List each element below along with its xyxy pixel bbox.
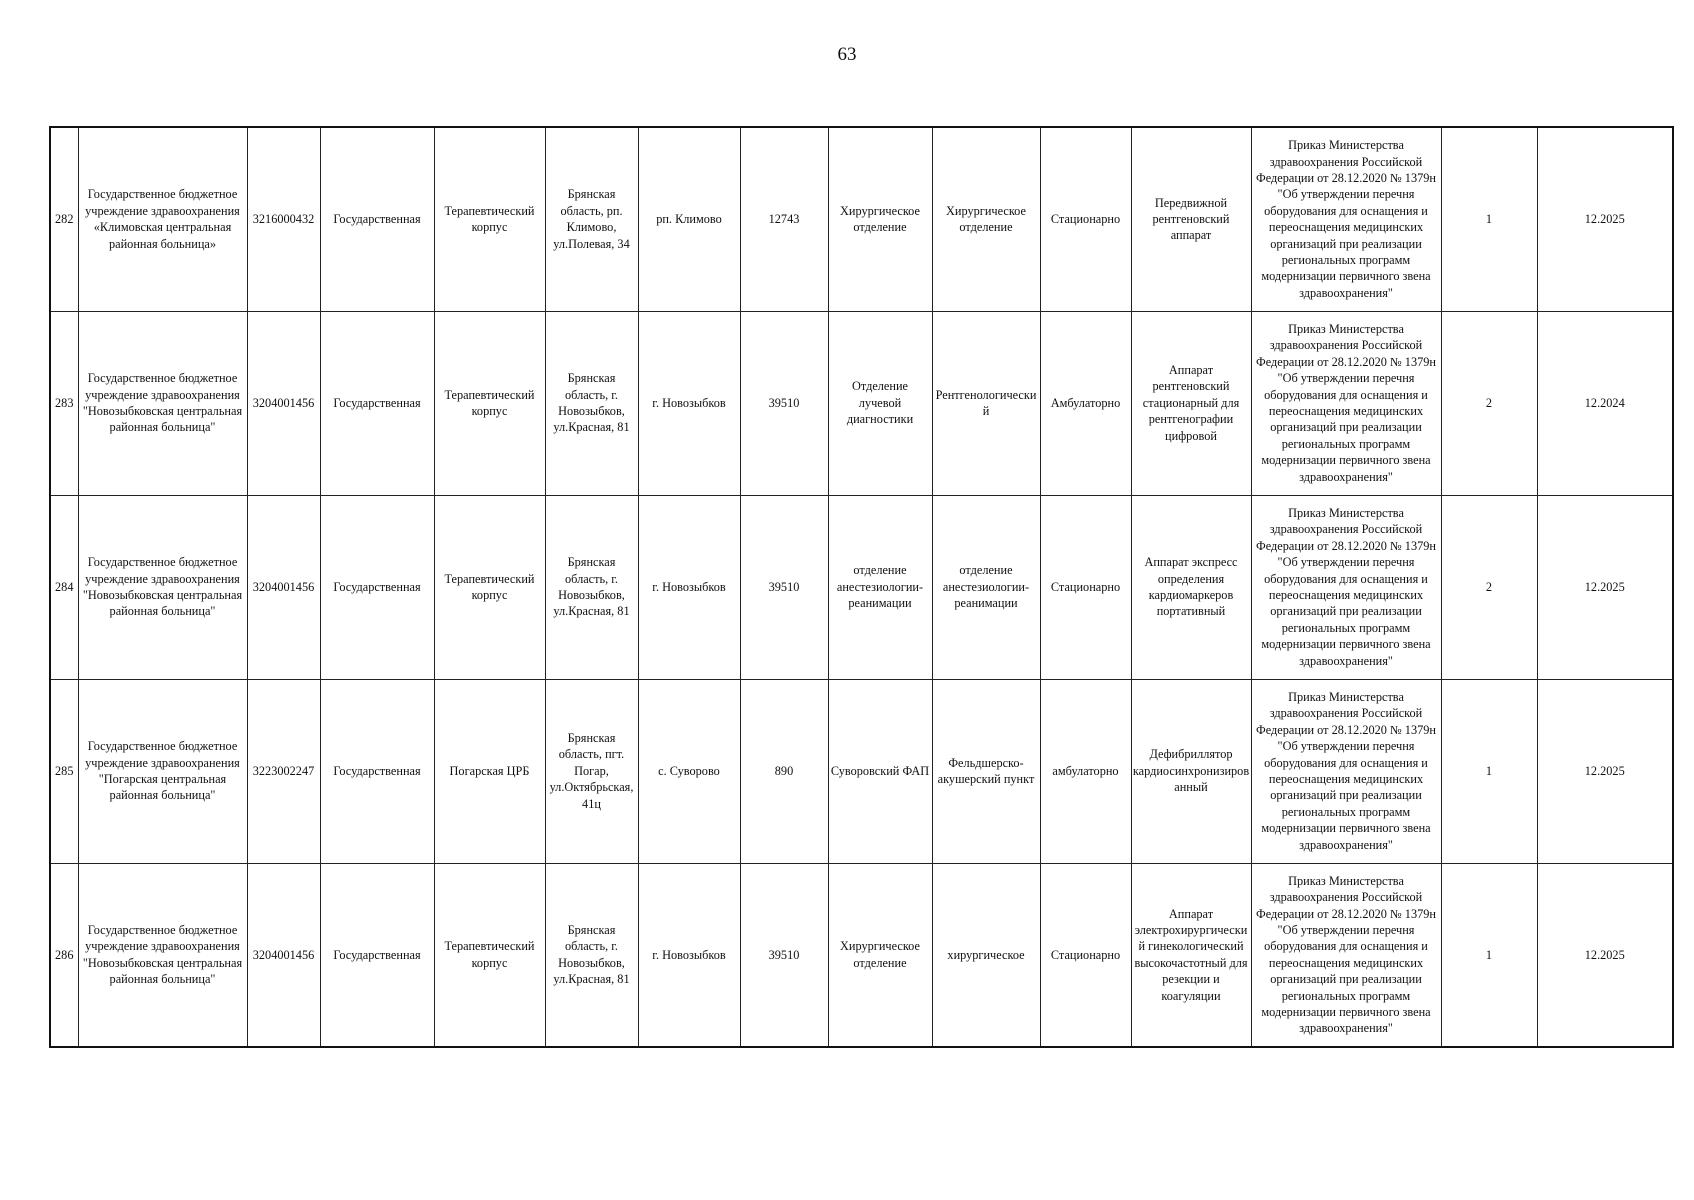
legal-basis-cell: Приказ Министерства здравоохранения Российской Федерации от 28.12.2020 № 1379н "Об утверждении перечня оборудования для оснащения и переоснащения медицинских организаций при реализации региональных программ модернизации первичного звена здравоохранения" — [1251, 311, 1441, 495]
care-conditions-cell: Амбулаторно — [1040, 311, 1131, 495]
legal-basis-cell: Приказ Министерства здравоохранения Российской Федерации от 28.12.2020 № 1379н "Об утверждении перечня оборудования для оснащения и переоснащения медицинских организаций при реализации региональных программ модернизации первичного звена здравоохранения" — [1251, 495, 1441, 679]
row-number-cell: 286 — [50, 863, 78, 1047]
date-cell: 12.2025 — [1537, 127, 1673, 311]
building-cell: Терапевтический корпус — [434, 863, 545, 1047]
organization-cell: Государственное бюджетное учреждение здравоохранения «Климовская центральная районная больница» — [78, 127, 247, 311]
row-number-cell: 284 — [50, 495, 78, 679]
table-row — [50, 679, 1673, 863]
department-cell: Суворовский ФАП — [828, 679, 932, 863]
quantity-cell: 1 — [1441, 127, 1537, 311]
equipment-cell: Аппарат экспресс определения кардиомаркеров портативный — [1131, 495, 1251, 679]
locality-cell: г. Новозыбков — [638, 311, 740, 495]
ownership-cell: Государственная — [320, 127, 434, 311]
table-row — [50, 127, 1673, 311]
care-conditions-cell: Стационарно — [1040, 495, 1131, 679]
quantity-cell: 1 — [1441, 863, 1537, 1047]
organization-cell: Государственное бюджетное учреждение здравоохранения "Новозыбковская центральная районная больница" — [78, 863, 247, 1047]
ownership-cell: Государственная — [320, 679, 434, 863]
department-cell: Хирургическое отделение — [828, 863, 932, 1047]
address-cell: Брянская область, г. Новозыбков, ул.Красная, 81 — [545, 495, 638, 679]
date-cell: 12.2025 — [1537, 679, 1673, 863]
inn-cell: 3216000432 — [247, 127, 320, 311]
quantity-cell: 2 — [1441, 311, 1537, 495]
locality-cell: рп. Климово — [638, 127, 740, 311]
equipment-registry-table — [49, 126, 1674, 1048]
equipment-cell: Передвижной рентгеновский аппарат — [1131, 127, 1251, 311]
profile-cell: Хирургическое отделение — [932, 127, 1040, 311]
population-cell: 39510 — [740, 311, 828, 495]
profile-cell: хирургическое — [932, 863, 1040, 1047]
organization-cell: Государственное бюджетное учреждение здравоохранения "Новозыбковская центральная районная больница" — [78, 495, 247, 679]
building-cell: Терапевтический корпус — [434, 127, 545, 311]
building-cell: Погарская ЦРБ — [434, 679, 545, 863]
department-cell: отделение анестезиологии-реанимации — [828, 495, 932, 679]
table-row — [50, 863, 1673, 1047]
building-cell: Терапевтический корпус — [434, 311, 545, 495]
inn-cell: 3204001456 — [247, 863, 320, 1047]
organization-cell: Государственное бюджетное учреждение здравоохранения "Новозыбковская центральная районная больница" — [78, 311, 247, 495]
equipment-cell: Аппарат электрохирургический гинекологический высокочастотный для резекции и коагуляции — [1131, 863, 1251, 1047]
department-cell: Хирургическое отделение — [828, 127, 932, 311]
equipment-cell: Дефибриллятор кардиосинхронизированный — [1131, 679, 1251, 863]
inn-cell: 3223002247 — [247, 679, 320, 863]
population-cell: 39510 — [740, 863, 828, 1047]
address-cell: Брянская область, пгт. Погар, ул.Октябрьская, 41ц — [545, 679, 638, 863]
profile-cell: Фельдшерско-акушерский пункт — [932, 679, 1040, 863]
quantity-cell: 2 — [1441, 495, 1537, 679]
table-row — [50, 311, 1673, 495]
address-cell: Брянская область, г. Новозыбков, ул.Красная, 81 — [545, 863, 638, 1047]
profile-cell: отделение анестезиологии-реанимации — [932, 495, 1040, 679]
quantity-cell: 1 — [1441, 679, 1537, 863]
locality-cell: г. Новозыбков — [638, 495, 740, 679]
page-number: 63 — [837, 44, 857, 65]
date-cell: 12.2024 — [1537, 311, 1673, 495]
care-conditions-cell: амбулаторно — [1040, 679, 1131, 863]
care-conditions-cell: Стационарно — [1040, 127, 1131, 311]
population-cell: 12743 — [740, 127, 828, 311]
department-cell: Отделение лучевой диагностики — [828, 311, 932, 495]
inn-cell: 3204001456 — [247, 495, 320, 679]
equipment-cell: Аппарат рентгеновский стационарный для рентгенографии цифровой — [1131, 311, 1251, 495]
legal-basis-cell: Приказ Министерства здравоохранения Российской Федерации от 28.12.2020 № 1379н "Об утверждении перечня оборудования для оснащения и переоснащения медицинских организаций при реализации региональных программ модернизации первичного звена здравоохранения" — [1251, 863, 1441, 1047]
table-row — [50, 495, 1673, 679]
profile-cell: Рентгенологический — [932, 311, 1040, 495]
legal-basis-cell: Приказ Министерства здравоохранения Российской Федерации от 28.12.2020 № 1379н "Об утверждении перечня оборудования для оснащения и переоснащения медицинских организаций при реализации региональных программ модернизации первичного звена здравоохранения" — [1251, 127, 1441, 311]
care-conditions-cell: Стационарно — [1040, 863, 1131, 1047]
locality-cell: г. Новозыбков — [638, 863, 740, 1047]
row-number-cell: 285 — [50, 679, 78, 863]
building-cell: Терапевтический корпус — [434, 495, 545, 679]
row-number-cell: 283 — [50, 311, 78, 495]
ownership-cell: Государственная — [320, 311, 434, 495]
population-cell: 890 — [740, 679, 828, 863]
date-cell: 12.2025 — [1537, 495, 1673, 679]
ownership-cell: Государственная — [320, 863, 434, 1047]
address-cell: Брянская область, рп. Климово, ул.Полевая, 34 — [545, 127, 638, 311]
legal-basis-cell: Приказ Министерства здравоохранения Российской Федерации от 28.12.2020 № 1379н "Об утверждении перечня оборудования для оснащения и переоснащения медицинских организаций при реализации региональных программ модернизации первичного звена здравоохранения" — [1251, 679, 1441, 863]
population-cell: 39510 — [740, 495, 828, 679]
locality-cell: с. Суворово — [638, 679, 740, 863]
row-number-cell: 282 — [50, 127, 78, 311]
address-cell: Брянская область, г. Новозыбков, ул.Красная, 81 — [545, 311, 638, 495]
date-cell: 12.2025 — [1537, 863, 1673, 1047]
ownership-cell: Государственная — [320, 495, 434, 679]
organization-cell: Государственное бюджетное учреждение здравоохранения "Погарская центральная районная больница" — [78, 679, 247, 863]
table-body — [50, 127, 1673, 1047]
inn-cell: 3204001456 — [247, 311, 320, 495]
